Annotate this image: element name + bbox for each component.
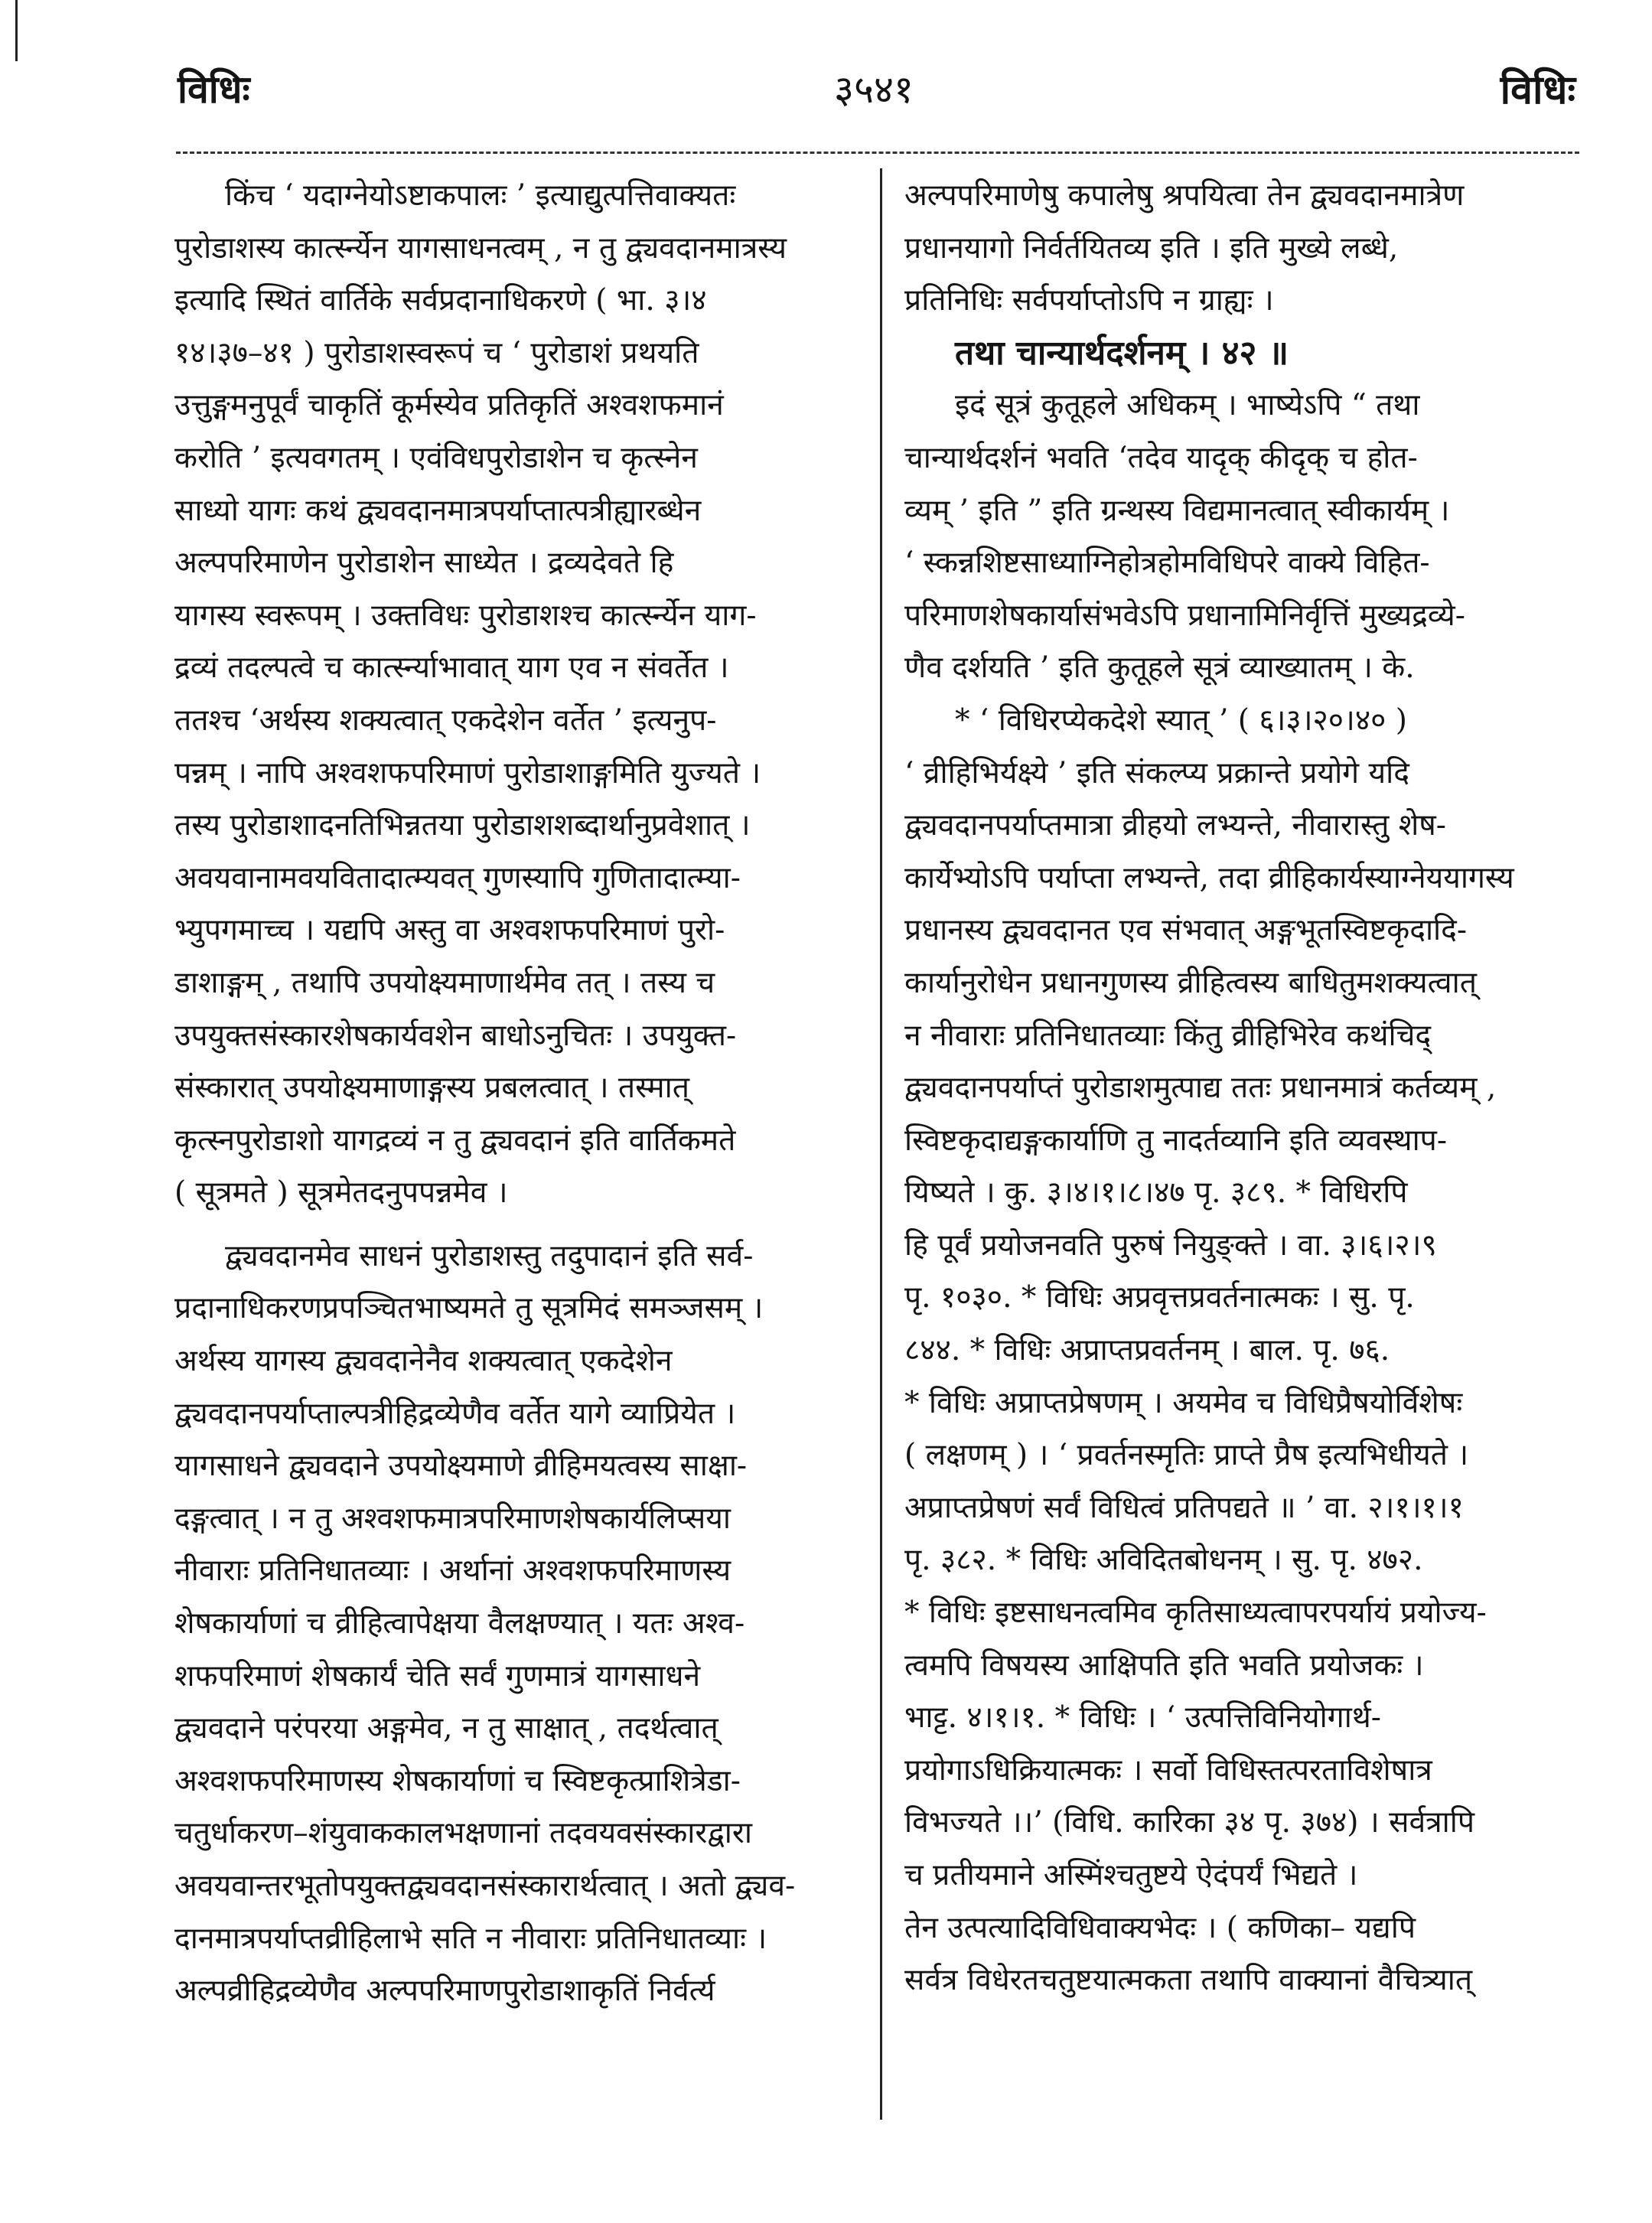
text-line: अप्राप्तप्रेषणं सर्वं विधित्वं प्रतिपद्यते ॥ ’ वा. २।१।१।१ (904, 1490, 1464, 1525)
text-line: दानमात्रपर्याप्तव्रीहिलाभे सति न नीवाराः प्रतिनिधातव्याः । (174, 1921, 767, 1956)
text-line: ८४४. * विधिः अप्राप्तप्रवर्तनम् । बाल. पृ. ७६. (904, 1333, 1390, 1368)
text-line: प्रदानाधिकरणप्रपञ्चितभाष्यमते तु सूत्रमिदं समञ्जसम् । (174, 1291, 764, 1326)
text-line: ‘ स्कन्नशिष्टसाध्याग्निहोत्रहोमविधिपरे वाक्ये विहित- (904, 546, 1430, 581)
text-line: * विधिः अप्राप्तप्रेषणम् । अयमेव च विधिप्रैषयोर्विशेषः (904, 1385, 1463, 1420)
text-line: पुरोडाशस्य कार्त्स्न्येन यागसाधनत्वम् , न तु द्व्यवदानमात्रस्य (174, 230, 787, 266)
text-line: पृ. १०३०. * विधिः अप्रवृत्तप्रवर्तनात्मकः । सु. पृ. (904, 1280, 1415, 1315)
text-line: प्रधानयागो निर्वर्तयितव्य इति । इति मुख्ये लब्धे, (904, 230, 1399, 266)
text-line: तेन उत्पत्यादिविधिवाक्यभेदः । ( कणिका– यद्यपि (904, 1910, 1416, 1945)
paragraph-gap (174, 1220, 863, 1230)
text-line: * ‘ विधिरप्येकदेशे स्यात् ’ ( ६।३।२०।४० ) (955, 702, 1408, 738)
text-line: प्रधानस्य द्व्यवदानत एव संभवात् अङ्गभूतस्विष्टकृदादि- (904, 913, 1468, 948)
text-line: परिमाणशेषकार्यासंभवेऽपि प्रधानामिनिर्वृत्तिं मुख्यद्रव्ये- (904, 598, 1465, 633)
text-line: नीवाराः प्रतिनिधातव्याः । अर्थानां अश्वशफपरिमाणस्य (174, 1553, 732, 1589)
text-line: प्रयोगाऽधिक्रियात्मकः । सर्वो विधिस्तत्परताविशेषात्र (904, 1752, 1432, 1788)
text-line: भाट्ट. ४।१।१. * विधिः । ‘ उत्पत्तिविनियोगार्थ- (904, 1700, 1381, 1736)
sutra-heading: तथा चान्यार्थदर्शनम् । ४२ ॥ (955, 333, 1289, 373)
text-line: ‘ व्रीहिभिर्यक्ष्ये ’ इति संकल्प्य प्रक्रान्ते प्रयोगे यदि (904, 755, 1409, 790)
text-line: यिष्यते । कु. ३।४।१।८।४७ पृ. ३८९. * विधिरपि (904, 1175, 1408, 1211)
text-line: भ्युपगमाच्च । यद्यपि अस्तु वा अश्वशफपरिमाणं पुरो- (174, 913, 725, 948)
header-rule (176, 152, 1579, 154)
text-line: ततश्च ‘अर्थस्य शक्यत्वात् एकदेशेन वर्तेत ’ इत्यनुप- (174, 702, 717, 738)
running-head-left: विधिः (178, 67, 250, 112)
text-line: णैव दर्शयति ’ इति कुतूहले सूत्रं व्याख्यातम् । के. (904, 650, 1415, 686)
text-line: सर्वत्र विधेरतचतुष्टयात्मकता तथापि वाक्यानां वैचित्र्यात् (904, 1963, 1473, 1998)
text-line: व्यम् ’ इति ” इति ग्रन्थस्य विद्यमानत्वात् स्वीकार्यम् । (904, 493, 1450, 528)
text-line: उपयुक्तसंस्कारशेषकार्यवशेन बाधोऽनुचितः । उपयुक्त- (174, 1018, 737, 1053)
text-line: पृ. ३८२. * विधिः अविदितबोधनम् । सु. पृ. ४७२. (904, 1543, 1423, 1578)
text-line: संस्कारात् उपयोक्ष्यमाणाङ्गस्य प्रबलत्वात् । तस्मात् (174, 1071, 689, 1106)
text-line: न नीवाराः प्रतिनिधातव्याः किंतु व्रीहिभिरेव कथंचिद् (904, 1018, 1432, 1053)
text-line: चान्यार्थदर्शनं भवति ‘तदेव यादृक् कीदृक् च होत- (904, 440, 1418, 475)
text-line: कार्यानुरोधेन प्रधानगुणस्य व्रीहित्वस्य बाधितुमशक्यत्वात् (904, 965, 1477, 1000)
text-line: शेषकार्याणां च व्रीहित्वापेक्षया वैलक्षण्यात् । यतः अश्व- (174, 1606, 745, 1641)
text-line: द्रव्यं तदल्पत्वे च कार्त्स्न्याभावात् याग एव न संवर्तेत । (174, 650, 729, 686)
text-line: द्व्यवदानपर्याप्तमात्रा व्रीहयो लभ्यन्ते, नीवारास्तु शेष- (904, 808, 1446, 843)
text-line: साध्यो यागः कथं द्व्यवदानमात्रपर्याप्तात्पत्रीह्यारब्धेन (174, 493, 702, 528)
text-line: उत्तुङ्गमनुपूर्वं चाकृतिं कूर्मस्येव प्रतिकृतिं अश्वशफमानं (174, 388, 724, 423)
text-line: यागसाधने द्व्यवदाने उपयोक्ष्यमाणे व्रीहिमयत्वस्य साक्षा- (174, 1449, 748, 1484)
text-line: द्व्यवदानपर्याप्तं पुरोडाशमुत्पाद्य ततः प्रधानमात्रं कर्तव्यम् , (904, 1071, 1497, 1106)
text-line: अल्पपरिमाणेन पुरोडाशेन साध्येत । द्रव्यदेवते हि (174, 546, 674, 581)
text-line: चतुर्धाकरण–शंयुवाककालभक्षणानां तदवयवसंस्कारद्वारा (174, 1816, 752, 1851)
right-column (904, 170, 1578, 2007)
text-line: अर्थस्य यागस्य द्व्यवदानेनैव शक्यत्वात् एकदेशेन (174, 1344, 673, 1379)
text-line: कृत्स्नपुरोडाशो यागद्रव्यं न तु द्व्यवदानं इति वार्तिकमते (174, 1123, 736, 1158)
text-line: दङ्गत्वात् । न तु अश्वशफमात्रपरिमाणशेषकार्यलिप्सया (174, 1501, 732, 1536)
column-divider (880, 168, 882, 2120)
text-line: प्रतिनिधिः सर्वपर्याप्तोऽपि न ग्राह्यः । (904, 283, 1274, 318)
text-line: च प्रतीयमाने अस्मिंश्चतुष्टये ऐदंपर्यं भिद्यते । (904, 1858, 1358, 1892)
text-line: इत्यादि स्थितं वार्तिके सर्वप्रदानाधिकरणे ( भा. ३।४ (174, 283, 707, 318)
text-line: तस्य पुरोडाशादनतिभिन्नतया पुरोडाशशब्दार्थानुप्रवेशात् । (174, 808, 751, 843)
page-number: ३५४१ (834, 67, 914, 112)
text-line: डाशाङ्गम् , तथापि उपयोक्ष्यमाणार्थमेव तत् । तस्य च (174, 965, 715, 1000)
text-line: किंच ‘ यदाग्नेयोऽष्टाकपालः ’ इत्याद्युत्पत्तिवाक्यतः (225, 178, 736, 213)
text-line: द्व्यवदाने परंपरया अङ्गमेव, न तु साक्षात् , तदर्थत्वात् (174, 1711, 718, 1746)
text-line: पन्नम् । नापि अश्वशफपरिमाणं पुरोडाशाङ्गमिति युज्यते । (174, 755, 761, 790)
text-line: विभज्यते ।।’ (विधि. कारिका ३४ पृ. ३७४) । सर्वत्रापि (904, 1805, 1475, 1840)
text-line: अश्वशफपरिमाणस्य शेषकार्याणां च स्विष्टकृत्प्राशित्रेडा- (174, 1763, 741, 1798)
text-line: अल्पपरिमाणेषु कपालेषु श्रपयित्वा तेन द्व्यवदानमात्रेण (904, 178, 1465, 213)
text-line: इदं सूत्रं कुतूहले अधिकम् । भाष्येऽपि “ तथा (955, 388, 1420, 423)
text-line: द्व्यवदानपर्याप्ताल्पत्रीहिद्रव्येणैव वर्तेत यागे व्याप्रियेत । (174, 1396, 736, 1431)
text-line: १४।३७–४१ ) पुरोडाशस्वरूपं च ‘ पुरोडाशं प्रथयति (174, 335, 699, 370)
text-line: ( सूत्रमते ) सूत्रमेतदनुपपन्नमेव । (174, 1175, 508, 1211)
text-line: अवयवान्तरभूतोपयुक्तद्व्यवदानसंस्कारार्थत्वात् । अतो द्व्यव- (174, 1869, 796, 1903)
text-line: कार्येभ्योऽपि पर्याप्ता लभ्यन्ते, तदा व्रीहिकार्यस्याग्नेययागस्य (904, 860, 1514, 895)
text-line: हि पूर्वं प्रयोजनवति पुरुषं नियुङ्क्ते । वा. ३।६।२।९ (904, 1227, 1437, 1263)
margin-mark (15, 0, 18, 61)
text-line: करोति ’ इत्यवगतम् । एवंविधपुरोडाशेन च कृत्स्नेन (174, 440, 698, 475)
text-line: यागस्य स्वरूपम् । उक्तविधः पुरोडाशश्च कार्त्स्न्येन याग- (174, 598, 757, 633)
text-line: स्विष्टकृदाद्यङ्गकार्याणि तु नादर्तव्यानि इति व्यवस्थाप- (904, 1123, 1447, 1158)
text-line: द्व्यवदानमेव साधनं पुरोडाशस्तु तदुपादानं इति सर्व- (225, 1238, 754, 1273)
text-line: त्वमपि विषयस्य आक्षिपति इति भवति प्रयोजकः । (904, 1648, 1424, 1683)
left-column (174, 170, 863, 2018)
text-line: * विधिः इष्टसाधनत्वमिव कृतिसाध्यत्वापरपर्यायं प्रयोज्य- (904, 1596, 1487, 1631)
text-line: शफपरिमाणं शेषकार्यं चेति सर्वं गुणमात्रं यागसाधने (174, 1658, 701, 1693)
running-head-right: विधिः (1500, 67, 1575, 113)
text-line: ( लक्षणम् ) । ‘ प्रवर्तनस्मृतिः प्राप्ते प्रैष इत्यभिधीयते । (904, 1438, 1469, 1473)
text-line: अवयवानामवयवितादात्म्यवत् गुणस्यापि गुणितादात्म्या- (174, 860, 741, 895)
text-line: अल्पव्रीहिद्रव्येणैव अल्पपरिमाणपुरोडाशाकृतिं निर्वर्त्य (174, 1974, 715, 2009)
